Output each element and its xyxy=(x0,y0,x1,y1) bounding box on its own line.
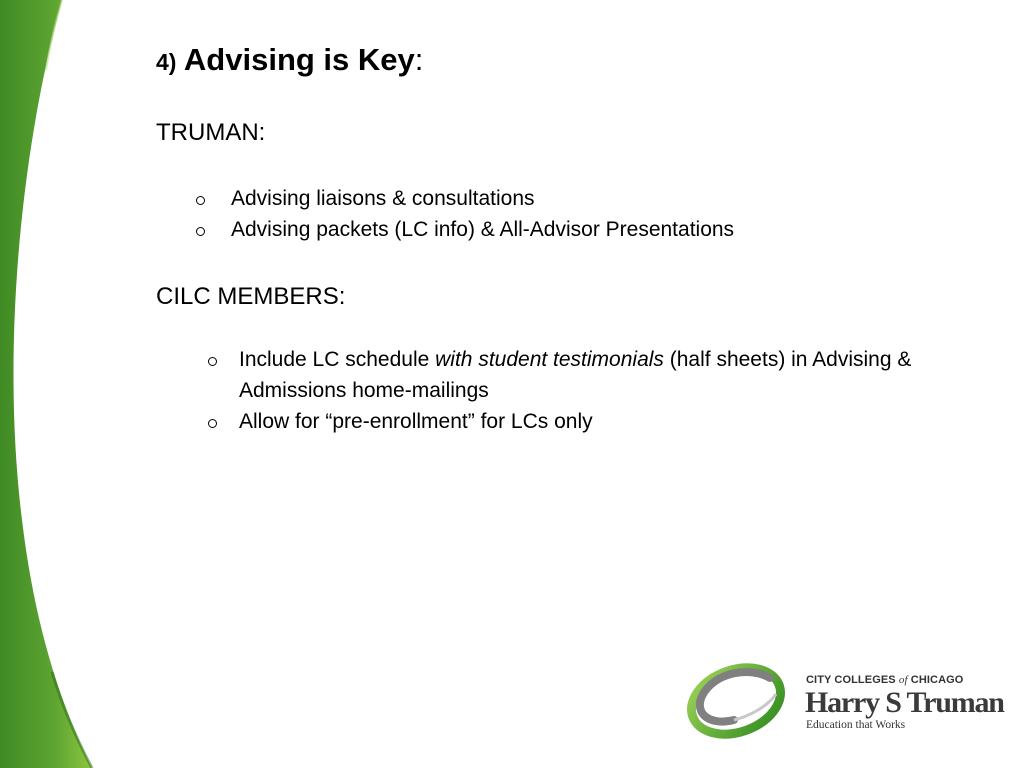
truman-bullet-list xyxy=(196,183,734,245)
slide-title-text: Advising is Key xyxy=(183,42,415,77)
hollow-circle-bullet-icon xyxy=(196,227,205,236)
hollow-circle-bullet-icon xyxy=(196,196,205,205)
truman-college-logo xyxy=(684,660,1014,740)
list-item xyxy=(196,183,734,214)
list-item xyxy=(196,214,734,245)
slide-title-number: 4) xyxy=(156,49,177,75)
list-item-text-end: (half sheets) in Advising & Admissions home-mailings xyxy=(239,348,912,402)
logo-college-name: Harry S Truman xyxy=(805,686,1004,719)
list-item-text-start: Include LC schedule xyxy=(239,348,436,371)
logo-city-colleges-text: CITY COLLEGES of CHICAGO xyxy=(806,674,964,686)
slide-title-colon: : xyxy=(414,42,424,77)
slide-title xyxy=(156,40,423,82)
hollow-circle-bullet-icon xyxy=(208,419,217,428)
list-item xyxy=(208,344,968,406)
list-item-text: Advising packets (LC info) & All-Advisor Presentations xyxy=(231,218,735,241)
hollow-circle-bullet-icon xyxy=(208,357,217,366)
swoosh-ring-icon xyxy=(684,660,788,742)
truman-heading: TRUMAN: xyxy=(156,119,266,146)
list-item-text: Allow for “pre-enrollment” for LCs only xyxy=(239,410,593,433)
list-item-text: Advising liaisons & consultations xyxy=(231,187,535,210)
list-item-text-italic: with student testimonials xyxy=(435,348,664,371)
cilc-bullet-list xyxy=(208,344,968,437)
logo-tagline: Education that Works xyxy=(806,719,906,731)
cilc-members-heading: CILC MEMBERS: xyxy=(156,283,346,310)
list-item xyxy=(208,406,968,437)
